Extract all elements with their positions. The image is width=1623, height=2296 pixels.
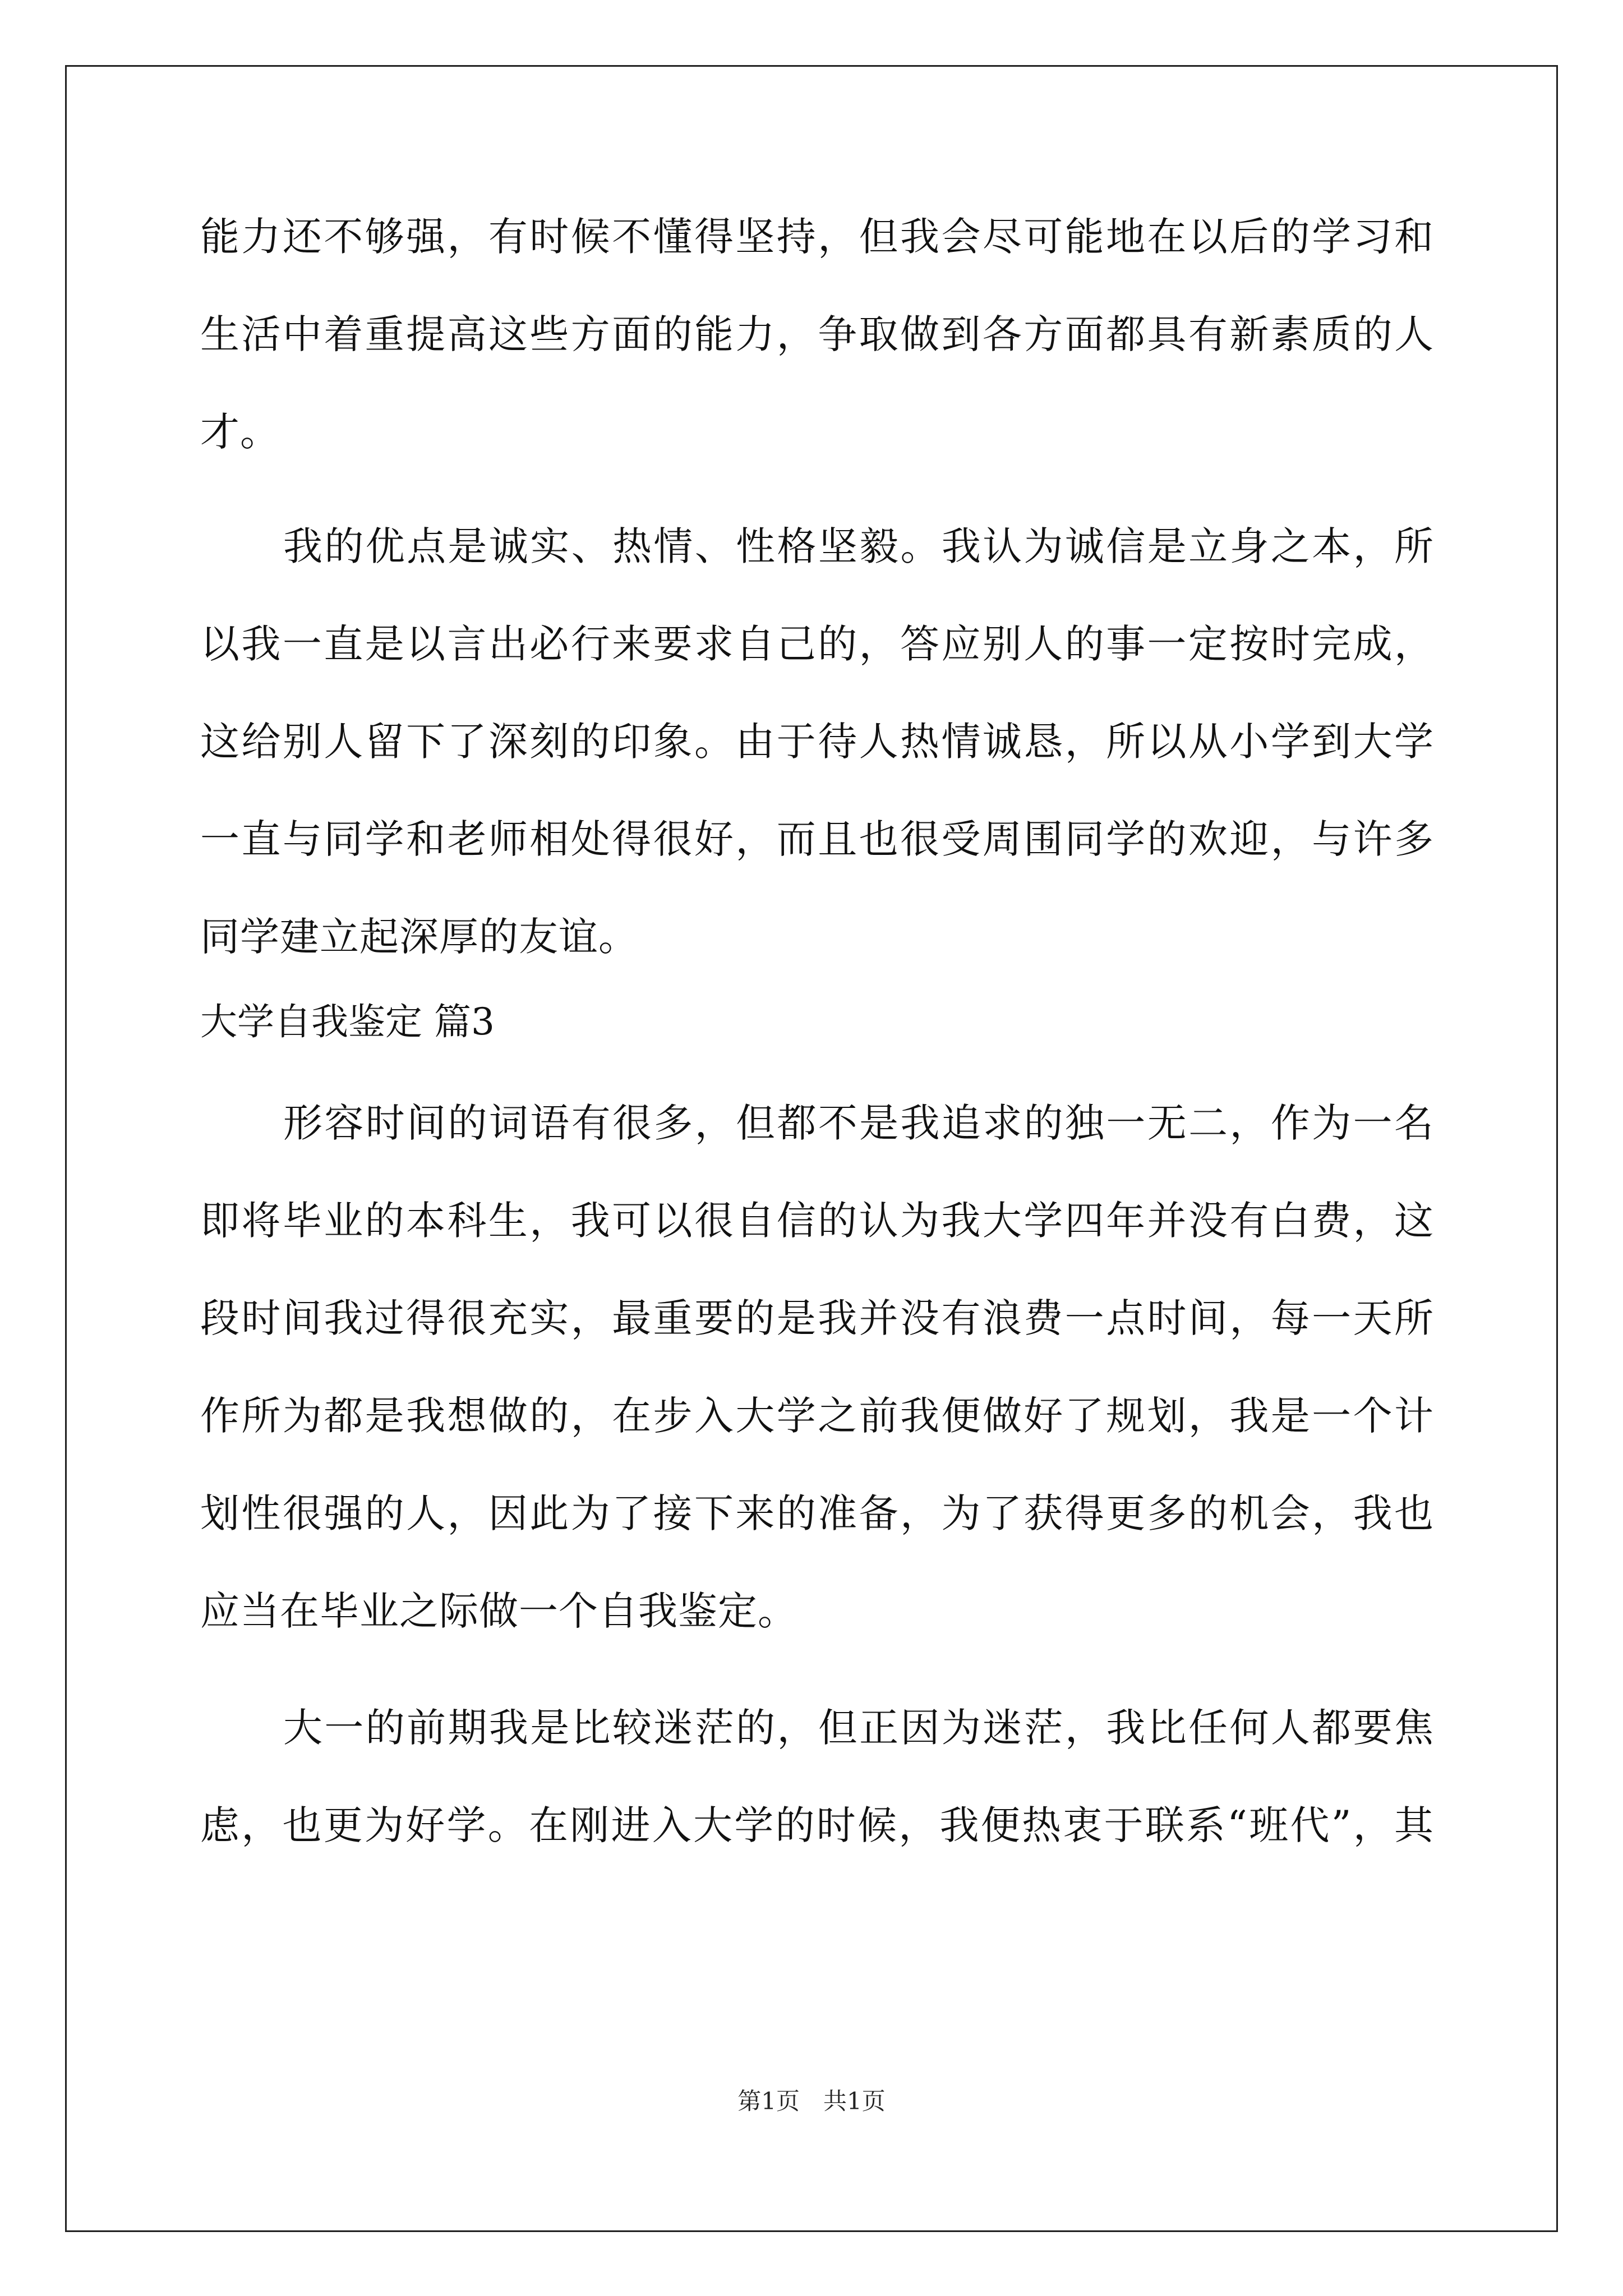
section-heading: 大学自我鉴定 篇3 [200,1000,495,1043]
text-line: 大一的前期我是比较迷茫的，但正因为迷茫，我比任何人都要焦 [283,1705,1434,1751]
text-line: 形容时间的词语有很多，但都不是我追求的独一无二，作为一名 [283,1100,1434,1146]
text-line: 即将毕业的本科生，我可以很自信的认为我大学四年并没有白费，这 [200,1198,1434,1244]
text-line: 能力还不够强，有时候不懂得坚持，但我会尽可能地在以后的学习和 [200,214,1434,260]
text-line: 作所为都是我想做的，在步入大学之前我便做好了规划，我是一个计 [200,1393,1434,1439]
text-line: 一直与同学和老师相处得很好，而且也很受周围同学的欢迎，与许多 [200,816,1434,862]
text-line: 这给别人留下了深刻的印象。由于待人热情诚恳，所以从小学到大学 [200,719,1434,765]
text-line: 划性很强的人，因此为了接下来的准备，为了获得更多的机会，我也 [200,1490,1434,1536]
text-line: 生活中着重提高这些方面的能力，争取做到各方面都具有新素质的人 [200,311,1434,357]
text-line: 应当在毕业之际做一个自我鉴定。 [200,1588,797,1634]
page-footer: 第1页 共1页 [737,2087,886,2115]
text-line: 才。 [200,409,280,455]
text-line: 虑，也更为好学。在刚进入大学的时候，我便热衷于联系“班代”，其 [200,1802,1434,1848]
text-line: 我的优点是诚实、热情、性格坚毅。我认为诚信是立身之本，所 [283,523,1434,569]
text-line: 以我一直是以言出必行来要求自己的，答应别人的事一定按时完成， [200,621,1434,667]
text-line: 段时间我过得很充实，最重要的是我并没有浪费一点时间，每一天所 [200,1295,1434,1341]
page-border [65,65,1558,2232]
text-line: 同学建立起深厚的友谊。 [200,914,638,960]
